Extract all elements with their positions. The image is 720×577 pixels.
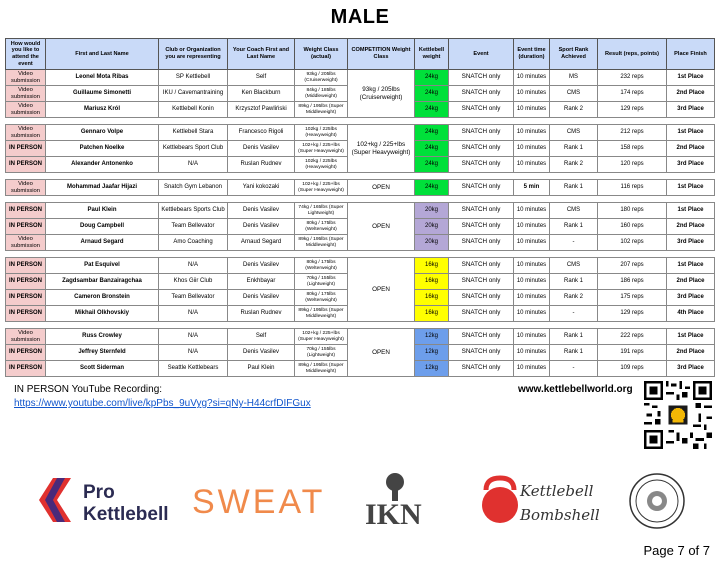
place-cell: 1st Place: [667, 180, 715, 196]
rank-cell: -: [550, 235, 598, 251]
event-cell: SNATCH only: [449, 306, 514, 322]
pro-text: Pro: [83, 482, 115, 503]
club-cell: SP Kettlebell: [159, 70, 228, 86]
place-cell: 3rd Place: [667, 361, 715, 377]
youtube-recording-label: IN PERSON YouTube Recording:: [14, 384, 163, 395]
athlete-name-cell: Pat Esquivel: [46, 258, 159, 274]
event-cell: SNATCH only: [449, 361, 514, 377]
rank-cell: Rank 1: [550, 219, 598, 235]
coach-cell: Ruslan Rudnev: [228, 157, 295, 173]
athlete-name-cell: Paul Klein: [46, 203, 159, 219]
separator-cell: [6, 173, 715, 180]
weight-class-cell: 89kg / 195lbs (Super Middleweight): [295, 102, 348, 118]
kettlebell-weight-cell: 20kg: [415, 203, 449, 219]
kettlebell-weight-cell: 24kg: [415, 180, 449, 196]
athlete-name-cell: Doug Campbell: [46, 219, 159, 235]
rank-cell: CMS: [550, 125, 598, 141]
event-time-cell: 10 minutes: [514, 102, 550, 118]
weight-class-cell: 102+kg / 225+lbs (Super Heavyweight): [295, 141, 348, 157]
sweat-text: SWEAT: [192, 483, 325, 521]
club-cell: N/A: [159, 345, 228, 361]
sweat-logo: [190, 478, 325, 523]
event-time-cell: 10 minutes: [514, 203, 550, 219]
table-row: [6, 70, 715, 86]
result-cell: 129 reps: [598, 102, 667, 118]
result-cell: 160 reps: [598, 219, 667, 235]
table-row: [6, 180, 715, 196]
club-cell: Khos Giir Club: [159, 274, 228, 290]
rank-cell: Rank 2: [550, 290, 598, 306]
event-time-cell: 10 minutes: [514, 157, 550, 173]
athlete-name-cell: Cameron Bronstein: [46, 290, 159, 306]
athlete-name-cell: Mohammad Jaafar Hijazi: [46, 180, 159, 196]
club-cell: N/A: [159, 157, 228, 173]
kettlebell-weight-cell: 24kg: [415, 102, 449, 118]
col-header-coach: Your Coach First and Last Name: [228, 39, 295, 70]
attend-cell: IN PERSON: [6, 157, 46, 173]
qr-code-icon: [644, 381, 712, 449]
table-row: [6, 329, 715, 345]
club-cell: Team Bellevator: [159, 219, 228, 235]
col-header-competition-class: COMPETITION Weight Class: [348, 39, 415, 70]
kettlebell-weight-cell: 16kg: [415, 258, 449, 274]
weight-class-cell: 84kg / 185lbs (Middleweight): [295, 86, 348, 102]
competition-class-cell: 102+kg / 225+lbs (Super Heavyweight): [348, 125, 415, 173]
athlete-name-cell: Jeffrey Sternfeld: [46, 345, 159, 361]
club-cell: N/A: [159, 329, 228, 345]
kettlebell-weight-cell: 24kg: [415, 157, 449, 173]
place-cell: 2nd Place: [667, 86, 715, 102]
place-cell: 2nd Place: [667, 141, 715, 157]
result-cell: 232 reps: [598, 70, 667, 86]
kettlebell-weight-cell: 24kg: [415, 86, 449, 102]
col-header-weight: Weight Class (actual): [295, 39, 348, 70]
competition-class-cell: OPEN: [348, 329, 415, 377]
event-cell: SNATCH only: [449, 102, 514, 118]
competition-class-cell: 93kg / 205lbs (Cruiserweight): [348, 70, 415, 118]
coach-cell: Denis Vasilev: [228, 290, 295, 306]
weight-class-cell: 80kg / 175lbs (Welterweight): [295, 258, 348, 274]
separator-cell: [6, 322, 715, 329]
place-cell: 1st Place: [667, 258, 715, 274]
kettlebell-weight-cell: 24kg: [415, 125, 449, 141]
event-cell: SNATCH only: [449, 180, 514, 196]
weight-class-cell: 102+kg / 225+lbs (Super Heavyweight): [295, 180, 348, 196]
weight-class-cell: 89kg / 195lbs (Super Middleweight): [295, 235, 348, 251]
result-cell: 129 reps: [598, 306, 667, 322]
event-time-cell: 10 minutes: [514, 70, 550, 86]
ikn-logo: [355, 472, 447, 530]
event-cell: SNATCH only: [449, 219, 514, 235]
event-cell: SNATCH only: [449, 125, 514, 141]
weight-class-cell: 102kg / 225lbs (Heavyweight): [295, 125, 348, 141]
competition-class-cell: OPEN: [348, 180, 415, 196]
result-cell: 212 reps: [598, 125, 667, 141]
group-separator: [6, 322, 715, 329]
event-cell: SNATCH only: [449, 70, 514, 86]
place-cell: 1st Place: [667, 203, 715, 219]
coach-cell: Denis Vasilev: [228, 203, 295, 219]
rank-cell: Rank 1: [550, 274, 598, 290]
weight-class-cell: 70kg / 155lbs (Lightweight): [295, 345, 348, 361]
result-cell: 222 reps: [598, 329, 667, 345]
club-cell: Amo Coaching: [159, 235, 228, 251]
athlete-name-cell: Zagdsambar Banzairagchaa: [46, 274, 159, 290]
weight-class-cell: 89kg / 195lbs (Super Middleweight): [295, 306, 348, 322]
athlete-name-cell: Mikhail Olkhovskiy: [46, 306, 159, 322]
weight-class-cell: 74kg / 165lbs (Super Lightweight): [295, 203, 348, 219]
coach-cell: Paul Klein: [228, 361, 295, 377]
attend-cell: Video submission: [6, 180, 46, 196]
rank-cell: Rank 1: [550, 329, 598, 345]
youtube-recording-link[interactable]: https://www.youtube.com/live/kpPbs_9uVyg?si=qNy-H44crfDIFGux: [14, 398, 311, 409]
coach-cell: Denis Vasilev: [228, 219, 295, 235]
bombshell-script-text: Bombshell: [520, 506, 600, 524]
event-cell: SNATCH only: [449, 235, 514, 251]
group-separator: [6, 251, 715, 258]
rank-cell: -: [550, 361, 598, 377]
place-cell: 2nd Place: [667, 219, 715, 235]
results-body: [6, 70, 715, 377]
result-cell: 120 reps: [598, 157, 667, 173]
weight-class-cell: 70kg / 155lbs (Lightweight): [295, 274, 348, 290]
result-cell: 174 reps: [598, 86, 667, 102]
weight-class-cell: 80kg / 175lbs (Welterweight): [295, 290, 348, 306]
club-cell: Seattle Kettlebears: [159, 361, 228, 377]
table-row: [6, 203, 715, 219]
place-cell: 3rd Place: [667, 102, 715, 118]
rank-cell: Rank 2: [550, 102, 598, 118]
event-time-cell: 10 minutes: [514, 306, 550, 322]
kettlebell-text: Kettlebell: [83, 504, 169, 525]
attend-cell: Video submission: [6, 86, 46, 102]
separator-cell: [6, 118, 715, 125]
event-time-cell: 5 min: [514, 180, 550, 196]
athlete-name-cell: Mariusz Król: [46, 102, 159, 118]
ikn-text: IKN: [365, 498, 422, 530]
kettlebell-weight-cell: 12kg: [415, 329, 449, 345]
coach-cell: Yani kokozaki: [228, 180, 295, 196]
club-cell: Team Bellevator: [159, 290, 228, 306]
rank-cell: -: [550, 306, 598, 322]
place-cell: 2nd Place: [667, 274, 715, 290]
weight-class-cell: 89kg / 195lbs (Super Middleweight): [295, 361, 348, 377]
athlete-name-cell: Scott Siderman: [46, 361, 159, 377]
attend-cell: IN PERSON: [6, 203, 46, 219]
event-time-cell: 10 minutes: [514, 361, 550, 377]
event-time-cell: 10 minutes: [514, 329, 550, 345]
col-header-time: Event time (duration): [514, 39, 550, 70]
weight-class-cell: 93kg / 205lbs (Cruiserweight): [295, 70, 348, 86]
coach-cell: Krzysztof Pawliński: [228, 102, 295, 118]
weight-class-cell: 102kg / 225lbs (Heavyweight): [295, 157, 348, 173]
coach-cell: Francesco Rigoli: [228, 125, 295, 141]
col-header-event: Event: [449, 39, 514, 70]
athlete-name-cell: Alexander Antonenko: [46, 157, 159, 173]
page-number: Page 7 of 7: [643, 543, 710, 558]
attend-cell: Video submission: [6, 125, 46, 141]
attend-cell: IN PERSON: [6, 219, 46, 235]
event-time-cell: 10 minutes: [514, 274, 550, 290]
place-cell: 1st Place: [667, 329, 715, 345]
event-time-cell: 10 minutes: [514, 235, 550, 251]
kettlebell-weight-cell: 12kg: [415, 361, 449, 377]
group-separator: [6, 196, 715, 203]
club-cell: N/A: [159, 258, 228, 274]
event-time-cell: 10 minutes: [514, 290, 550, 306]
rank-cell: CMS: [550, 86, 598, 102]
group-separator: [6, 173, 715, 180]
place-cell: 3rd Place: [667, 290, 715, 306]
kettlebell-weight-cell: 20kg: [415, 219, 449, 235]
coach-cell: Enkhbayar: [228, 274, 295, 290]
club-cell: N/A: [159, 306, 228, 322]
separator-cell: [6, 251, 715, 258]
attend-cell: Video submission: [6, 329, 46, 345]
rank-cell: CMS: [550, 203, 598, 219]
weight-class-cell: 102+kg / 225+lbs (Super Heavyweight): [295, 329, 348, 345]
event-time-cell: 10 minutes: [514, 141, 550, 157]
attend-cell: Video submission: [6, 102, 46, 118]
attend-cell: IN PERSON: [6, 345, 46, 361]
attend-cell: IN PERSON: [6, 141, 46, 157]
col-header-place: Place Finish: [667, 39, 715, 70]
page-title: MALE: [330, 6, 390, 28]
event-cell: SNATCH only: [449, 290, 514, 306]
col-header-club: Club or Organization you are representing: [159, 39, 228, 70]
coach-cell: Ken Blackburn: [228, 86, 295, 102]
place-cell: 4th Place: [667, 306, 715, 322]
kettlebell-bombshell-logo: [476, 472, 606, 534]
rank-cell: Rank 2: [550, 157, 598, 173]
coach-cell: Denis Vasilev: [228, 258, 295, 274]
col-header-name: First and Last Name: [46, 39, 159, 70]
rank-cell: Rank 1: [550, 141, 598, 157]
col-header-kettlebell: Kettlebell weight: [415, 39, 449, 70]
attend-cell: IN PERSON: [6, 361, 46, 377]
event-cell: SNATCH only: [449, 86, 514, 102]
rank-cell: Rank 1: [550, 180, 598, 196]
kettlebell-weight-cell: 16kg: [415, 274, 449, 290]
rank-cell: CMS: [550, 258, 598, 274]
header-row: [6, 39, 715, 70]
result-cell: 158 reps: [598, 141, 667, 157]
attend-cell: IN PERSON: [6, 306, 46, 322]
col-header-result: Result (reps, points): [598, 39, 667, 70]
kettlebell-weight-cell: 20kg: [415, 235, 449, 251]
attend-cell: IN PERSON: [6, 274, 46, 290]
event-time-cell: 10 minutes: [514, 219, 550, 235]
competition-class-cell: OPEN: [348, 203, 415, 251]
club-cell: Snatch Gym Lebanon: [159, 180, 228, 196]
result-cell: 191 reps: [598, 345, 667, 361]
results-table: [5, 38, 715, 377]
kettlebell-script-text: Kettlebell: [520, 482, 594, 500]
kettlebell-weight-cell: 16kg: [415, 290, 449, 306]
pro-kettlebell-logo: [35, 470, 180, 530]
col-header-rank: Sport Rank Achieved: [550, 39, 598, 70]
coach-cell: Ruslan Rudnev: [228, 306, 295, 322]
separator-cell: [6, 196, 715, 203]
club-cell: IKU / Cavemantraining: [159, 86, 228, 102]
event-time-cell: 10 minutes: [514, 345, 550, 361]
coach-cell: Arnaud Segard: [228, 235, 295, 251]
event-cell: SNATCH only: [449, 258, 514, 274]
athlete-name-cell: Arnaud Segard: [46, 235, 159, 251]
result-cell: 186 reps: [598, 274, 667, 290]
event-cell: SNATCH only: [449, 274, 514, 290]
attend-cell: Video submission: [6, 70, 46, 86]
result-cell: 175 reps: [598, 290, 667, 306]
club-cell: Kettlebell Stara: [159, 125, 228, 141]
competition-class-cell: OPEN: [348, 258, 415, 322]
event-cell: SNATCH only: [449, 157, 514, 173]
event-cell: SNATCH only: [449, 141, 514, 157]
place-cell: 3rd Place: [667, 235, 715, 251]
table-row: [6, 125, 715, 141]
rank-cell: MS: [550, 70, 598, 86]
athlete-name-cell: Gennaro Volpe: [46, 125, 159, 141]
coach-cell: Denis Vasilev: [228, 345, 295, 361]
event-time-cell: 10 minutes: [514, 258, 550, 274]
place-cell: 3rd Place: [667, 157, 715, 173]
kettlebell-weight-cell: 24kg: [415, 70, 449, 86]
attend-cell: IN PERSON: [6, 258, 46, 274]
result-cell: 116 reps: [598, 180, 667, 196]
weight-class-cell: 80kg / 175lbs (Welterweight): [295, 219, 348, 235]
event-time-cell: 10 minutes: [514, 86, 550, 102]
event-time-cell: 10 minutes: [514, 125, 550, 141]
coach-cell: Denis Vasilev: [228, 141, 295, 157]
kettlebell-weight-cell: 24kg: [415, 141, 449, 157]
website-url: www.kettlebellworld.org: [518, 384, 633, 395]
club-cell: Kettlebears Sport Club: [159, 141, 228, 157]
athlete-name-cell: Leonel Mota Ribas: [46, 70, 159, 86]
athlete-name-cell: Guillaume Simonetti: [46, 86, 159, 102]
kettlebell-weight-cell: 12kg: [415, 345, 449, 361]
attend-cell: Video submission: [6, 235, 46, 251]
federation-seal-logo: [628, 472, 686, 530]
place-cell: 1st Place: [667, 125, 715, 141]
result-cell: 207 reps: [598, 258, 667, 274]
kettlebell-weight-cell: 16kg: [415, 306, 449, 322]
event-cell: SNATCH only: [449, 329, 514, 345]
club-cell: Kettlebell Konin: [159, 102, 228, 118]
coach-cell: Self: [228, 329, 295, 345]
event-cell: SNATCH only: [449, 203, 514, 219]
result-cell: 102 reps: [598, 235, 667, 251]
athlete-name-cell: Russ Crowley: [46, 329, 159, 345]
event-cell: SNATCH only: [449, 345, 514, 361]
place-cell: 1st Place: [667, 70, 715, 86]
athlete-name-cell: Patchen Noelke: [46, 141, 159, 157]
group-separator: [6, 118, 715, 125]
col-header-attend: How would you like to attend the event: [6, 39, 46, 70]
rank-cell: Rank 1: [550, 345, 598, 361]
place-cell: 2nd Place: [667, 345, 715, 361]
table-row: [6, 258, 715, 274]
club-cell: Kettlebears Sports Club: [159, 203, 228, 219]
result-cell: 180 reps: [598, 203, 667, 219]
result-cell: 109 reps: [598, 361, 667, 377]
coach-cell: Self: [228, 70, 295, 86]
attend-cell: IN PERSON: [6, 290, 46, 306]
